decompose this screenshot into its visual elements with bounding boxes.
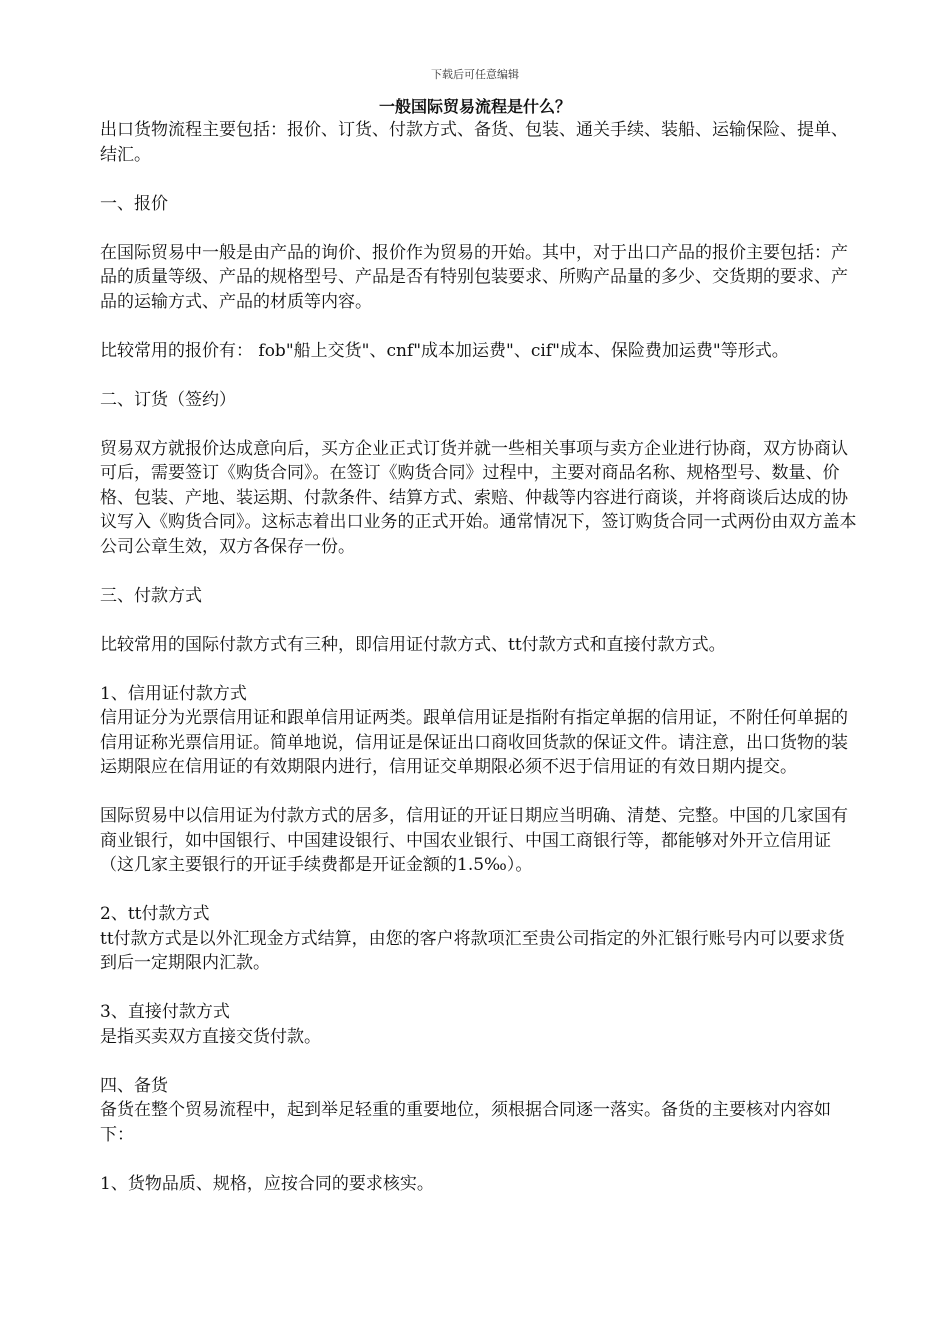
section-heading-order: 二、订货（签约）: [100, 389, 236, 410]
paragraph: 备货在整个贸易流程中，起到举足轻重的重要地位，须根据合同逐一落实。备货的主要核对内容如下：: [100, 1100, 831, 1145]
subheading-direct-payment: 3、直接付款方式: [100, 1002, 230, 1022]
paragraph: 国际贸易中以信用证为付款方式的居多，信用证的开证日期应当明确、清楚、完整。中国的几家国有商业银行，如中国银行、中国建设银行、中国农业银行、中国工商银行等，都能够对外开立信用证（这几家主要银行的开证手续费都是开证金额的1.5‰）。: [100, 806, 848, 875]
paragraph: 是指买卖双方直接交货付款。: [100, 1026, 321, 1047]
section-heading-stock: 四、备货: [100, 1075, 168, 1096]
paragraph: 贸易双方就报价达成意向后，买方企业正式订货并就一些相关事项与卖方企业进行协商，双方协商认可后，需要签订《购货合同》。在签订《购货合同》过程中，主要对商品名称、规格型号、数量、价格、包装、产地、装运期、付款条件、结算方式、索赔、仲裁等内容进行商谈，并将商谈后达成的协议写入《购货合同》。这标志着出口业务的正式开始。通常情况下，签订购货合同一式两份由双方盖本公司公章生效，双方各保存一份。: [100, 438, 857, 557]
document-title: 一般国际贸易流程是什么？: [378, 97, 571, 116]
paragraph: 信用证分为光票信用证和跟单信用证两类。跟单信用证是指附有指定单据的信用证，不附任何单据的信用证称光票信用证。简单地说，信用证是保证出口商收回货款的保证文件。请注意，出口货物的装运期限应在信用证的有效期限内进行，信用证交单期限必须不迟于信用证的有效日期内提交。: [100, 708, 848, 777]
section-heading-quotation: 一、报价: [100, 193, 168, 214]
header-note: 下载后可任意编辑: [431, 68, 519, 81]
paragraph: 比较常用的报价有： fob"船上交货"、cnf"成本加运费"、cif"成本、保险费加运费"等形式。: [100, 340, 789, 361]
paragraph: 在国际贸易中一般是由产品的询价、报价作为贸易的开始。其中，对于出口产品的报价主要包括：产品的质量等级、产品的规格型号、产品是否有特别包装要求、所购产品量的多少、交货期的要求、产品的运输方式、产品的材质等内容。: [100, 242, 848, 312]
intro-paragraph: 出口货物流程主要包括：报价、订货、付款方式、备货、包装、通关手续、装船、运输保险、提单、结汇。: [100, 120, 848, 165]
paragraph: 比较常用的国际付款方式有三种，即信用证付款方式、tt付款方式和直接付款方式。: [100, 634, 726, 655]
subheading-tt: 2、tt付款方式: [100, 904, 210, 924]
list-item: 1、货物品质、规格，应按合同的要求核实。: [100, 1173, 434, 1194]
document-body: [100, 118, 860, 1196]
section-heading-payment: 三、付款方式: [100, 585, 202, 606]
subheading-letter-of-credit: 1、信用证付款方式: [100, 683, 247, 704]
paragraph: tt付款方式是以外汇现金方式结算，由您的客户将款项汇至贵公司指定的外汇银行账号内可以要求货到后一定期限内汇款。: [100, 928, 845, 973]
